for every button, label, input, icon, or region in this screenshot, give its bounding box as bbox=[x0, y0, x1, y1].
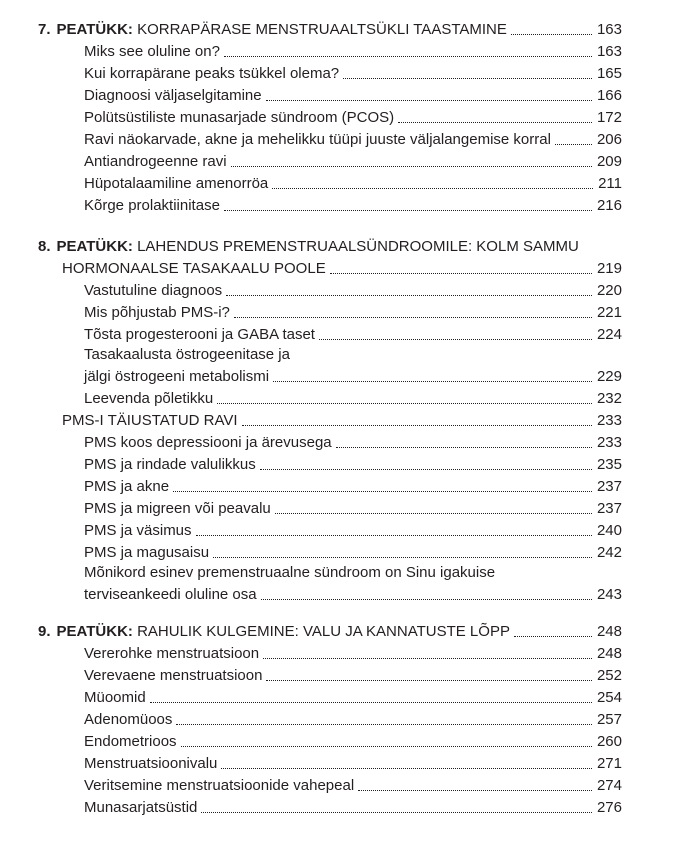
dot-leader bbox=[221, 768, 592, 769]
toc-entry bbox=[84, 151, 622, 173]
entry-title: Mis põhjustab PMS-i? bbox=[84, 304, 230, 321]
chapter-title: RAHULIK KULGEMINE: VALU JA KANNATUSTE LÕPP bbox=[137, 623, 510, 640]
entry-title: PMS ja migreen või peavalu bbox=[84, 500, 271, 517]
entry-title: PMS ja väsimus bbox=[84, 522, 192, 539]
dot-leader bbox=[181, 746, 592, 747]
subsection-heading bbox=[62, 410, 622, 432]
entry-title: Adenomüoos bbox=[84, 711, 173, 728]
chapter-number: 8. bbox=[38, 238, 51, 255]
entry-title: PMS ja akne bbox=[84, 478, 170, 495]
entry-title: Polütsüstiliste munasarjade sündroom (PCOS) bbox=[84, 109, 395, 126]
dot-leader bbox=[224, 56, 592, 57]
entry-title: Veritsemine menstruatsioonide vahepeal bbox=[84, 777, 355, 794]
chapter-title-line2: HORMONAALSE TASAKAALU POOLE bbox=[62, 260, 326, 277]
page-number: 276 bbox=[596, 799, 622, 816]
page-number: 260 bbox=[596, 733, 622, 750]
entry-title: Tõsta progesterooni ja GABA taset bbox=[84, 326, 315, 343]
page-number: 163 bbox=[596, 43, 622, 60]
dot-leader bbox=[272, 188, 593, 189]
chapter-title-line1: LAHENDUS PREMENSTRUAALSÜNDROOMILE: KOLM SAMMU bbox=[137, 238, 579, 255]
dot-leader bbox=[319, 339, 592, 340]
dot-leader bbox=[330, 273, 592, 274]
chapter-8-heading-line2 bbox=[62, 258, 622, 280]
dot-leader bbox=[234, 317, 592, 318]
toc-entry bbox=[84, 173, 622, 195]
chapter-7-heading bbox=[38, 19, 622, 41]
toc-entry bbox=[84, 454, 622, 476]
entry-title-line1: Mõnikord esinev premenstruaalne sündroom on Sinu igakuise bbox=[84, 564, 496, 581]
toc-entry bbox=[84, 85, 622, 107]
toc-entry bbox=[84, 195, 622, 217]
entry-title: PMS ja rindade valulikkus bbox=[84, 456, 256, 473]
page-number: 232 bbox=[596, 390, 622, 407]
toc-entry bbox=[84, 665, 622, 687]
dot-leader bbox=[263, 658, 592, 659]
chapter-number: 7. bbox=[38, 21, 51, 38]
toc-entry bbox=[84, 520, 622, 542]
entry-title: Kui korrapärane peaks tsükkel olema? bbox=[84, 65, 340, 82]
entry-title: Leevenda põletikku bbox=[84, 390, 214, 407]
toc-entry bbox=[84, 302, 622, 324]
dot-leader bbox=[343, 78, 592, 79]
dot-leader bbox=[261, 599, 592, 600]
dot-leader bbox=[150, 702, 592, 703]
entry-title: Hüpotalaamiline amenorröa bbox=[84, 175, 269, 192]
chapter-label: PEATÜKK: bbox=[56, 238, 133, 255]
dot-leader bbox=[336, 447, 592, 448]
entry-title: Kõrge prolaktiinitase bbox=[84, 197, 220, 214]
toc-entry bbox=[84, 476, 622, 498]
page-number: 209 bbox=[596, 153, 622, 170]
dot-leader bbox=[226, 295, 592, 296]
toc-entry bbox=[84, 432, 622, 454]
dot-leader bbox=[176, 724, 592, 725]
dot-leader bbox=[266, 680, 592, 681]
chapter-label: PEATÜKK: bbox=[56, 21, 133, 38]
dot-leader bbox=[555, 144, 592, 145]
toc-entry bbox=[84, 753, 622, 775]
page-number: 248 bbox=[596, 645, 622, 662]
dot-leader bbox=[266, 100, 592, 101]
page-number: 240 bbox=[596, 522, 622, 539]
page-number: 271 bbox=[596, 755, 622, 772]
toc-entry-line2 bbox=[84, 584, 622, 606]
page-number: 172 bbox=[596, 109, 622, 126]
toc-entry bbox=[84, 388, 622, 410]
page-number: 165 bbox=[596, 65, 622, 82]
dot-leader bbox=[196, 535, 592, 536]
page-number: 229 bbox=[596, 368, 622, 385]
page-number: 206 bbox=[596, 131, 622, 148]
page-number: 211 bbox=[598, 175, 622, 192]
entry-title: Munasarjatsüstid bbox=[84, 799, 198, 816]
chapter-9-heading bbox=[38, 621, 622, 643]
entry-title: Menstruatsioonivalu bbox=[84, 755, 218, 772]
entry-title: Vererohke menstruatsioon bbox=[84, 645, 260, 662]
toc-entry bbox=[84, 41, 622, 63]
page-number: 233 bbox=[596, 434, 622, 451]
chapter-7-title-wrap bbox=[38, 19, 507, 41]
page-number: 235 bbox=[596, 456, 622, 473]
entry-title-line2: jälgi östrogeeni metabolismi bbox=[84, 368, 270, 385]
page-number: 243 bbox=[596, 586, 622, 603]
dot-leader bbox=[398, 122, 592, 123]
chapter-label: PEATÜKK: bbox=[56, 623, 133, 640]
chapter-8-title-wrap bbox=[38, 236, 579, 258]
page-number: 252 bbox=[596, 667, 622, 684]
page-number: 237 bbox=[596, 500, 622, 517]
dot-leader bbox=[514, 636, 592, 637]
entry-title: PMS ja magusaisu bbox=[84, 544, 210, 561]
page-number: 274 bbox=[596, 777, 622, 794]
dot-leader bbox=[213, 557, 592, 558]
page-number: 237 bbox=[596, 478, 622, 495]
page-number: 224 bbox=[596, 326, 622, 343]
toc-entry bbox=[84, 107, 622, 129]
toc-entry bbox=[84, 498, 622, 520]
dot-leader bbox=[224, 210, 592, 211]
page-number: 216 bbox=[596, 197, 622, 214]
toc-entry bbox=[84, 797, 622, 819]
entry-title: Antiandrogeenne ravi bbox=[84, 153, 227, 170]
entry-title: Ravi näokarvade, akne ja mehelikku tüüpi juuste väljalangemise korral bbox=[84, 131, 551, 148]
entry-title: Verevaene menstruatsioon bbox=[84, 667, 263, 684]
page-number: 248 bbox=[596, 623, 622, 640]
entry-title: Vastutuline diagnoos bbox=[84, 282, 223, 299]
toc-entry bbox=[84, 709, 622, 731]
dot-leader bbox=[273, 381, 592, 382]
toc-entry bbox=[84, 324, 622, 346]
chapter-title: KORRAPÄRASE MENSTRUAALTSÜKLI TAASTAMINE bbox=[137, 21, 507, 38]
toc-entry bbox=[84, 731, 622, 753]
subsection-title: PMS-I TÄIUSTATUD RAVI bbox=[62, 412, 238, 429]
toc-entry bbox=[84, 643, 622, 665]
page-number: 221 bbox=[596, 304, 622, 321]
dot-leader bbox=[201, 812, 592, 813]
toc-entry bbox=[84, 687, 622, 709]
entry-title-line2: terviseankeedi oluline osa bbox=[84, 586, 257, 603]
dot-leader bbox=[260, 469, 592, 470]
page-number: 257 bbox=[596, 711, 622, 728]
toc-entry bbox=[84, 280, 622, 302]
page-number: 254 bbox=[596, 689, 622, 706]
entry-title: Diagnoosi väljaselgitamine bbox=[84, 87, 262, 104]
page-number: 242 bbox=[596, 544, 622, 561]
entry-title: Miks see oluline on? bbox=[84, 43, 220, 60]
page-number: 233 bbox=[596, 412, 622, 429]
chapter-8-heading-line1 bbox=[38, 236, 622, 258]
dot-leader bbox=[173, 491, 592, 492]
page-number: 166 bbox=[596, 87, 622, 104]
page-number: 163 bbox=[596, 21, 622, 38]
toc-entry-line1 bbox=[84, 562, 622, 584]
entry-title: Endometrioos bbox=[84, 733, 177, 750]
dot-leader bbox=[231, 166, 592, 167]
entry-title: Müoomid bbox=[84, 689, 146, 706]
page-number: 220 bbox=[596, 282, 622, 299]
toc-entry bbox=[84, 775, 622, 797]
chapter-9-title-wrap bbox=[38, 621, 510, 643]
dot-leader bbox=[217, 403, 592, 404]
entry-title: PMS koos depressiooni ja ärevusega bbox=[84, 434, 332, 451]
dot-leader bbox=[275, 513, 592, 514]
toc-entry-line2 bbox=[84, 366, 622, 388]
entry-title-line1: Tasakaalusta östrogeenitase ja bbox=[84, 346, 290, 363]
toc-entry-line1 bbox=[84, 344, 622, 366]
dot-leader bbox=[242, 425, 592, 426]
chapter-number: 9. bbox=[38, 623, 51, 640]
page-number: 219 bbox=[596, 260, 622, 277]
dot-leader bbox=[511, 34, 592, 35]
toc-entry bbox=[84, 63, 622, 85]
dot-leader bbox=[358, 790, 592, 791]
toc-entry bbox=[84, 542, 622, 564]
toc-entry bbox=[84, 129, 622, 151]
